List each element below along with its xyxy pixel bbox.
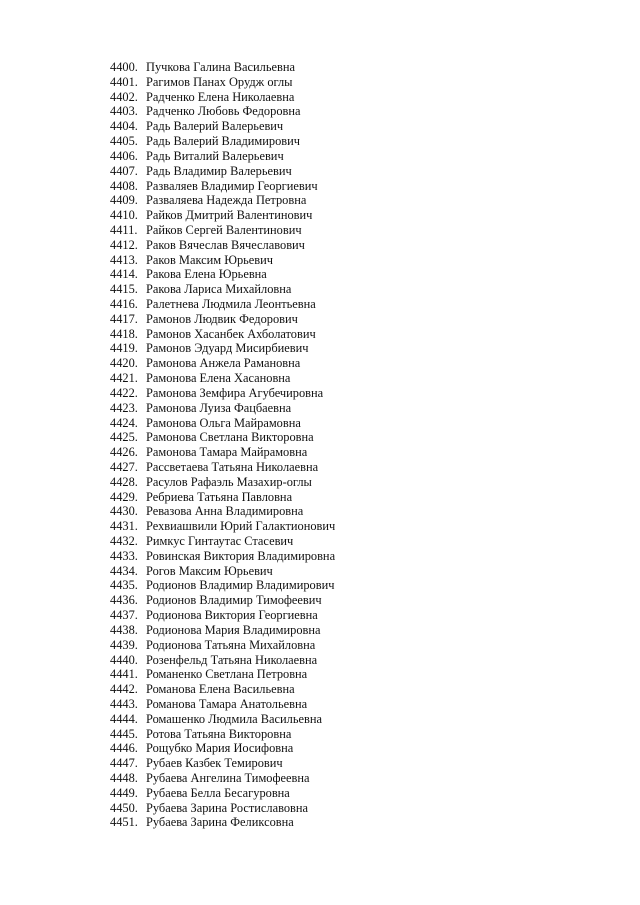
list-item [110,638,335,653]
entry-number: 4443. [110,696,138,711]
list-item [110,712,335,727]
list-item [110,475,335,490]
entry-number: 4431. [110,519,138,534]
entry-name: Романова Елена Васильевна [146,682,295,697]
entry-name: Радченко Любовь Федоровна [146,104,301,119]
list-item [110,608,335,623]
entry-number: 4406. [110,148,138,163]
list-item [110,134,335,149]
entry-name: Пучкова Галина Васильевна [146,60,295,74]
entry-number: 4409. [110,193,138,208]
entry-name: Ромашенко Людмила Васильевна [146,711,322,726]
entry-number: 4412. [110,237,138,252]
entry-number: 4414. [110,267,138,282]
list-item [110,208,335,223]
entry-name: Рубаева Зарина Феликсовна [146,815,294,830]
entry-name: Рубаев Казбек Темирович [146,756,283,771]
entry-name: Рамонова Ольга Майрамовна [146,415,301,430]
entry-number: 4449. [110,785,138,800]
list-item [110,327,335,342]
entry-number: 4445. [110,726,138,741]
list-item [110,623,335,638]
entry-name: Рамонова Светлана Викторовна [146,430,314,445]
list-item [110,149,335,164]
list-item [110,667,335,682]
entry-number: 4440. [110,652,138,667]
entry-name: Рехвиашвили Юрий Галактионович [146,519,336,534]
entry-name: Романенко Светлана Петровна [146,667,308,682]
entry-number: 4415. [110,282,138,297]
entry-number: 4428. [110,474,138,489]
entry-number: 4413. [110,252,138,267]
entry-name: Рамонова Земфира Агубечировна [146,385,324,400]
list-item [110,564,335,579]
entry-number: 4400. [110,60,138,74]
entry-number: 4420. [110,356,138,371]
entry-name: Райков Сергей Валентинович [146,222,302,237]
entry-name: Расулов Рафаэль Мазахир-оглы [146,474,312,489]
entry-number: 4429. [110,489,138,504]
entry-number: 4450. [110,800,138,815]
list-item [110,356,335,371]
entry-name: Раков Вячеслав Вячеславович [146,237,305,252]
entry-number: 4436. [110,593,138,608]
entry-number: 4410. [110,208,138,223]
list-item [110,697,335,712]
list-item [110,223,335,238]
entry-name: Ребриева Татьяна Павловна [146,489,293,504]
entry-name: Радь Виталий Валерьевич [146,148,284,163]
list-item [110,297,335,312]
list-item [110,504,335,519]
list-item [110,727,335,742]
name-list [110,60,335,830]
list-item [110,653,335,668]
list-item [110,238,335,253]
entry-name: Родионова Мария Владимировна [146,622,321,637]
entry-number: 4416. [110,297,138,311]
list-item [110,741,335,756]
list-item [110,519,335,534]
entry-number: 4446. [110,741,138,756]
list-item [110,815,335,830]
entry-number: 4439. [110,637,138,652]
entry-number: 4411. [110,222,138,237]
entry-number: 4425. [110,430,138,445]
list-item [110,341,335,356]
entry-name: Радь Валерий Владимирович [146,134,301,149]
entry-number: 4401. [110,74,138,89]
entry-name: Рамонов Людвик Федорович [146,311,298,326]
list-item [110,593,335,608]
entry-name: Ровинская Виктория Владимировна [146,548,336,563]
entry-name: Рощубко Мария Иосифовна [146,741,294,756]
entry-name: Рубаева Зарина Ростиславовна [146,800,309,815]
list-item [110,430,335,445]
entry-name: Розенфельд Татьяна Николаевна [146,652,318,667]
list-item [110,460,335,475]
entry-name: Радь Владимир Валерьевич [146,163,292,178]
entry-number: 4433. [110,548,138,563]
list-item [110,75,335,90]
list-item [110,771,335,786]
entry-name: Разваляева Надежда Петровна [146,193,307,208]
entry-number: 4408. [110,178,138,193]
entry-name: Рамонова Елена Хасановна [146,371,291,386]
entry-number: 4407. [110,163,138,178]
entry-name: Радь Валерий Валерьевич [146,119,284,134]
entry-number: 4424. [110,415,138,430]
entry-name: Родионов Владимир Тимофеевич [146,593,322,608]
entry-number: 4435. [110,578,138,593]
entry-name: Рубаева Ангелина Тимофеевна [146,771,310,785]
entry-number: 4448. [110,771,138,785]
entry-name: Рамонова Тамара Майрамовна [146,445,308,460]
list-item [110,90,335,105]
entry-name: Радченко Елена Николаевна [146,89,295,104]
list-item [110,371,335,386]
entry-name: Ралетнева Людмила Леонтьевна [146,297,316,311]
list-item [110,193,335,208]
entry-name: Родионов Владимир Владимирович [146,578,335,593]
entry-name: Рамонов Эдуард Мисирбиевич [146,341,309,356]
entry-name: Рубаева Белла Бесагуровна [146,785,290,800]
entry-name: Рогов Максим Юрьевич [146,563,273,578]
entry-name: Ротова Татьяна Викторовна [146,726,292,741]
entry-name: Родионова Татьяна Михайловна [146,637,316,652]
entry-name: Райков Дмитрий Валентинович [146,208,313,223]
list-item [110,104,335,119]
list-item [110,312,335,327]
list-item [110,549,335,564]
entry-number: 4430. [110,504,138,519]
entry-name: Раков Максим Юрьевич [146,252,274,267]
list-item [110,253,335,268]
list-item [110,578,335,593]
list-item [110,119,335,134]
entry-name: Рагимов Панах Орудж оглы [146,74,293,89]
entry-name: Римкус Гинтаутас Стасевич [146,534,294,548]
list-item [110,445,335,460]
list-item [110,60,335,75]
entry-number: 4405. [110,134,138,149]
entry-name: Разваляев Владимир Георгиевич [146,178,318,193]
entry-number: 4423. [110,400,138,415]
entry-number: 4451. [110,815,138,830]
list-item [110,756,335,771]
list-item [110,682,335,697]
list-item [110,490,335,505]
list-item [110,416,335,431]
entry-number: 4438. [110,622,138,637]
entry-number: 4417. [110,311,138,326]
entry-name: Ревазова Анна Владимировна [146,504,304,519]
entry-number: 4437. [110,608,138,623]
list-item [110,401,335,416]
entry-number: 4418. [110,326,138,341]
entry-name: Романова Тамара Анатольевна [146,696,308,711]
entry-name: Рассветаева Татьяна Николаевна [146,459,319,474]
list-item [110,282,335,297]
list-item [110,179,335,194]
entry-name: Ракова Лариса Михайловна [146,282,292,297]
entry-number: 4404. [110,119,138,134]
entry-number: 4426. [110,445,138,460]
entry-name: Родионова Виктория Георгиевна [146,608,318,623]
entry-number: 4447. [110,756,138,771]
entry-number: 4432. [110,534,138,548]
list-item [110,267,335,282]
entry-name: Ракова Елена Юрьевна [146,267,267,282]
entry-number: 4427. [110,459,138,474]
list-item [110,534,335,549]
list-item [110,786,335,801]
entry-name: Рамонова Анжела Рамановна [146,356,301,371]
entry-name: Рамонова Луиза Фацбаевна [146,400,292,415]
entry-number: 4434. [110,563,138,578]
entry-number: 4419. [110,341,138,356]
entry-number: 4403. [110,104,138,119]
entry-number: 4444. [110,711,138,726]
entry-number: 4441. [110,667,138,682]
entry-name: Рамонов Хасанбек Ахболатович [146,326,316,341]
list-item [110,386,335,401]
entry-number: 4422. [110,385,138,400]
entry-number: 4442. [110,682,138,697]
entry-number: 4421. [110,371,138,386]
list-item [110,164,335,179]
entry-number: 4402. [110,89,138,104]
list-item [110,801,335,816]
